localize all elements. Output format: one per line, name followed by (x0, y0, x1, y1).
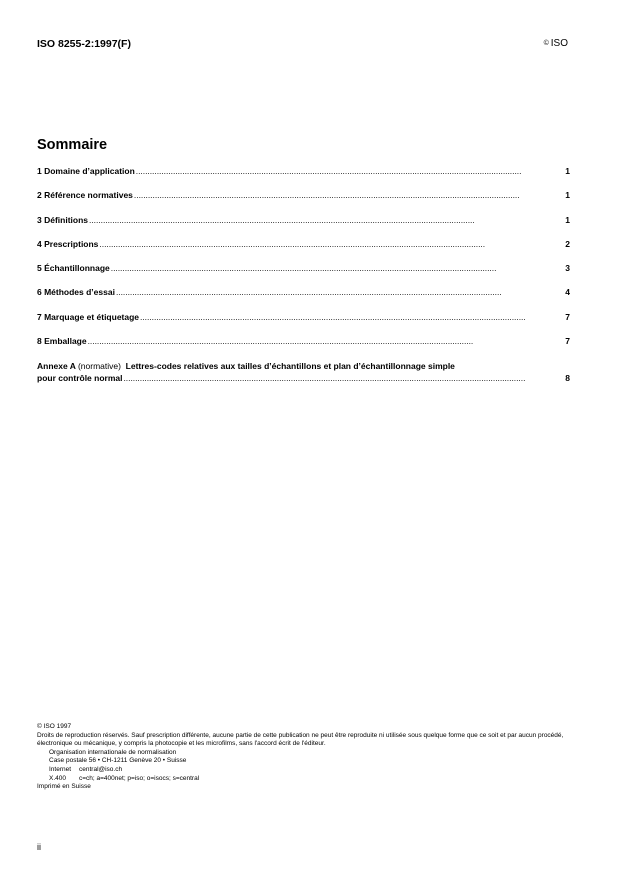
toc-entry-1[interactable] (37, 166, 570, 190)
page-number: ii (37, 842, 41, 852)
toc-page: 1 (565, 190, 570, 201)
toc-label: 5 Échantillonnage (37, 263, 110, 274)
annex-line-2 (37, 372, 570, 384)
toc-page: 3 (565, 263, 570, 274)
rights-statement: Droits de reproduction réservés. Sauf prescription différente, aucune partie de cette publication ne peut être reproduite ni utilisée sous quelque forme que ce soit et par aucun procédé, électronique ou mécanique, y compris la photocopie et les microfilms, sans l'accord écrit de l'éditeur. (37, 731, 564, 748)
toc-entry-2[interactable] (37, 190, 570, 214)
document-id: ISO 8255-2:1997(F) (37, 38, 131, 50)
toc-leader (88, 336, 565, 346)
toc-page: 7 (565, 336, 570, 347)
internet-value[interactable]: central@iso.ch (79, 765, 123, 773)
toc-leader (99, 239, 564, 249)
copyright-org: ISO (550, 38, 568, 49)
internet-label: Internet (49, 765, 72, 773)
toc-label: 6 Méthodes d’essai (37, 287, 115, 298)
postal-address: Case postale 56 • CH-1211 Genève 20 • Suisse (49, 757, 187, 765)
toc-leader (136, 166, 564, 176)
toc-entry-4[interactable] (37, 239, 570, 263)
x400-label: X.400 (49, 774, 66, 782)
annex-title-line-1: Lettres-codes relatives aux tailles d’échantillons et plan d’échantillonnage simple (125, 361, 455, 372)
toc-label: 8 Emballage (37, 336, 87, 347)
internet-line (37, 766, 582, 775)
toc-page: 2 (565, 238, 570, 249)
toc-label: 1 Domaine d’application (37, 166, 135, 176)
toc-page: 1 (565, 166, 570, 176)
toc-entry-3[interactable] (37, 215, 570, 239)
toc-leader (111, 263, 565, 273)
toc-leader (89, 215, 564, 225)
toc-entry-5[interactable] (37, 263, 570, 287)
toc-leader (140, 312, 564, 322)
toc-entry-6[interactable] (37, 287, 570, 311)
annex-prefix: Annexe A (37, 361, 76, 372)
x400-line (37, 775, 582, 784)
org-name: Organisation internationale de normalisation (49, 748, 177, 756)
table-of-contents (37, 166, 570, 384)
annex-type: (normative) (77, 361, 121, 372)
toc-page: 1 (565, 214, 570, 225)
printed-in: Imprimé en Suisse (37, 783, 91, 791)
toc-label: 7 Marquage et étiquetage (37, 311, 140, 322)
page-title: Sommaire (37, 137, 108, 153)
annex-title-line-2: pour contrôle normal (37, 373, 123, 384)
copyright-icon: © (543, 40, 549, 47)
annex-line-1 (37, 360, 570, 372)
toc-entry-8[interactable] (37, 336, 570, 360)
toc-leader (123, 372, 564, 384)
copyright-notice (37, 723, 582, 792)
toc-leader (134, 190, 564, 200)
toc-page: 8 (565, 373, 570, 384)
toc-label: 4 Prescriptions (37, 238, 99, 249)
toc-entry-7[interactable] (37, 312, 570, 336)
toc-label: 2 Référence normatives (37, 190, 133, 201)
toc-label: 3 Définitions (37, 214, 89, 225)
toc-page: 7 (565, 311, 570, 322)
toc-leader (116, 287, 564, 297)
copyright-line: © ISO 1997 (37, 723, 72, 730)
x400-value: c=ch; a=400net; p=iso; o=isocs; s=central (79, 774, 200, 782)
toc-entry-annex-a[interactable] (37, 360, 570, 384)
header-copyright (544, 38, 568, 49)
toc-page: 4 (565, 287, 570, 298)
